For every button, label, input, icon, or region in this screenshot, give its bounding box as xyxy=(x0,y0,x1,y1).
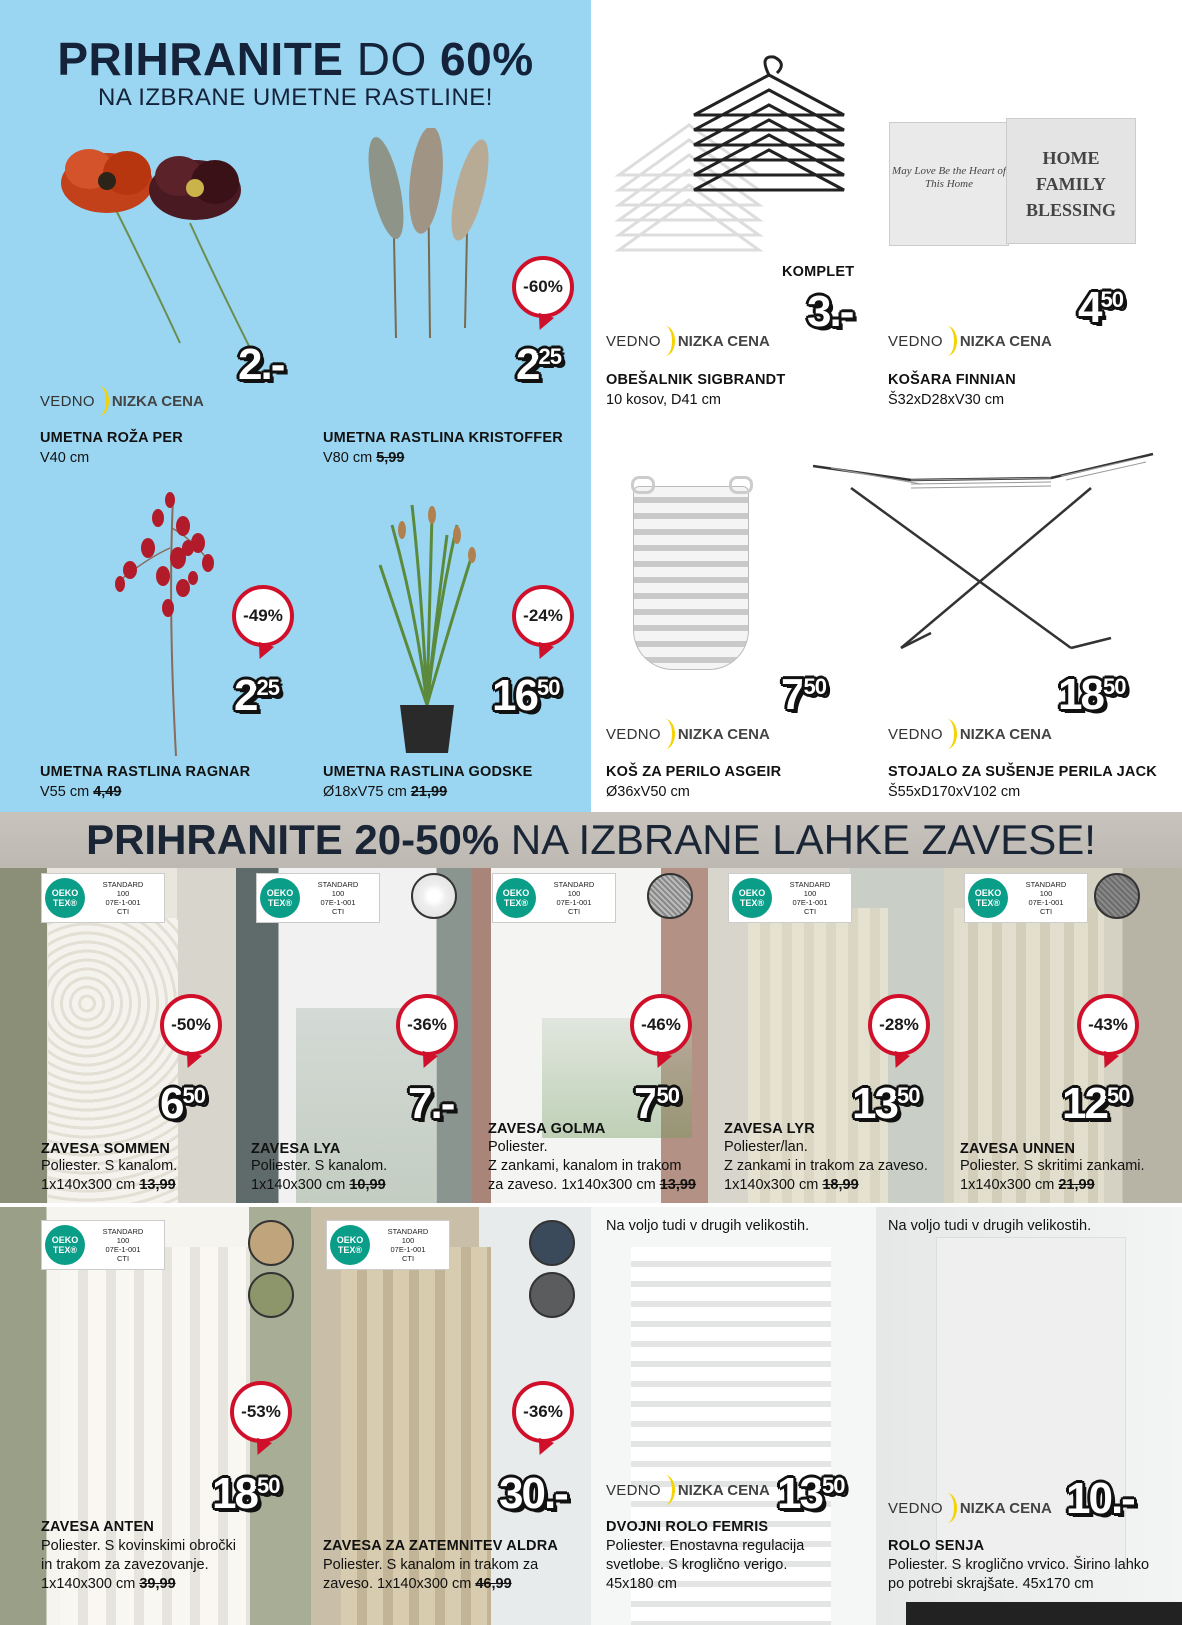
product-name: UMETNA RASTLINA GODSKE xyxy=(323,764,533,780)
product-desc: Poliester. S skritimi zankami. 1x140x300 cm 21,99 xyxy=(960,1158,1145,1193)
product-name: UMETNA RASTLINA KRISTOFFER xyxy=(323,430,563,446)
hangers-image xyxy=(609,55,849,285)
laundry-handle-icon xyxy=(631,476,655,494)
product-desc: V55 cm 4,49 xyxy=(40,784,122,800)
product-name: ZAVESA LYR xyxy=(724,1121,815,1137)
price-lya: 7.- xyxy=(408,1079,454,1128)
product-name: ZAVESA GOLMA xyxy=(488,1121,606,1137)
price-godske: 1650 xyxy=(492,671,560,720)
product-desc: Poliester/lan. Z zankami in trakom za zaveso. 1x140x300 cm 18,99 xyxy=(724,1139,928,1193)
product-desc: Poliester. S kanalom in trakom za zaveso. 1x140x300 cm 46,99 xyxy=(323,1557,539,1592)
plants-subtitle: NA IZBRANE UMETNE RASTLINE! xyxy=(98,84,493,111)
product-desc: V40 cm xyxy=(40,450,90,466)
price-drying-rack: 1850 xyxy=(1058,670,1126,719)
discount-badge: -46% xyxy=(630,994,692,1056)
curtain-tile-aldra xyxy=(311,1207,591,1625)
discount-badge: -28% xyxy=(868,994,930,1056)
oeko-tex-label: OEKO TEX® STANDARD 100 07E-1-001 CTI xyxy=(728,873,852,923)
product-name: OBEŠALNIK SIGBRANDT xyxy=(606,372,786,388)
discount-badge: -36% xyxy=(512,1381,574,1443)
fabric-swatch xyxy=(1094,873,1140,919)
discount-badge: -49% xyxy=(232,585,294,647)
discount-badge: -43% xyxy=(1077,994,1139,1056)
plants-title-bold: PRIHRANITE xyxy=(57,33,344,85)
vedno-nizka-cena-logo: VEDNO NIZKA CENA xyxy=(606,1475,770,1505)
price-sommen: 650 xyxy=(160,1079,205,1128)
vedno-nizka-cena-logo: VEDNO NIZKA CENA xyxy=(606,326,770,356)
curtain-tile-sommen xyxy=(0,868,236,1203)
laundry-basket-image xyxy=(633,486,749,670)
roller-blind-tile-femris xyxy=(591,1207,876,1625)
oeko-tex-label: OEKO TEX® STANDARD 100 07E-1-001 CTI xyxy=(492,873,616,923)
product-name: DVOJNI ROLO FEMRIS xyxy=(606,1519,769,1535)
product-name: KOŠ ZA PERILO ASGEIR xyxy=(606,764,782,780)
oeko-tex-label: OEKO TEX® STANDARD 100 07E-1-001 CTI xyxy=(41,1220,165,1270)
product-desc: Š55xD170xV102 cm xyxy=(888,784,1021,800)
vedno-nizka-cena-logo: VEDNO NIZKA CENA xyxy=(888,1493,1052,1523)
plants-title-light: DO xyxy=(356,33,427,85)
discount-badge: -53% xyxy=(230,1381,292,1443)
price-ragnar: 225 xyxy=(234,671,279,720)
fabric-swatch xyxy=(248,1272,294,1318)
fabric-swatch xyxy=(248,1220,294,1266)
curtain-tile-lyr xyxy=(708,868,944,1203)
price-kristoffer: 225 xyxy=(516,340,561,389)
laundry-handle-icon xyxy=(729,476,753,494)
product-desc: 10 kosov, D41 cm xyxy=(606,392,721,408)
vedno-nizka-cena-logo: VEDNO NIZKA CENA xyxy=(888,326,1052,356)
product-name: STOJALO ZA SUŠENJE PERILA JACK xyxy=(888,764,1157,780)
product-name: UMETNA ROŽA PER xyxy=(40,430,183,446)
product-desc: Š32xD28xV30 cm xyxy=(888,392,1005,408)
fabric-swatch xyxy=(529,1220,575,1266)
basket-right-image: HOME FAMILY BLESSING xyxy=(1006,118,1136,244)
oeko-tex-label: OEKO TEX® STANDARD 100 07E-1-001 CTI xyxy=(256,873,380,923)
product-name: ZAVESA ZA ZATEMNITEV ALDRA xyxy=(323,1538,559,1554)
drying-rack-image xyxy=(811,448,1156,658)
fabric-swatch xyxy=(529,1272,575,1318)
discount-badge: -50% xyxy=(160,994,222,1056)
product-desc: Poliester. S kanalom. 1x140x300 cm 10,99 xyxy=(251,1158,388,1193)
availability-note: Na voljo tudi v drugih velikostih. xyxy=(888,1218,1092,1234)
product-desc: Poliester. S kanalom. 1x140x300 cm 13,99 xyxy=(41,1158,178,1193)
product-name: UMETNA RASTLINA RAGNAR xyxy=(40,764,251,780)
product-desc: Ø18xV75 cm 21,99 xyxy=(323,784,448,800)
basket-left-image: May Love Be the Heart of This Home xyxy=(889,122,1009,246)
oeko-tex-label: OEKO TEX® STANDARD 100 07E-1-001 CTI xyxy=(41,873,165,923)
product-desc: Poliester. Enostavna regulacija svetlobe. S kroglično verigo. 45x180 cm xyxy=(606,1538,805,1592)
price-lyr: 1350 xyxy=(852,1079,920,1128)
price-unnen: 1250 xyxy=(1062,1079,1130,1128)
product-desc: Poliester. S kovinskimi obročki in trakom za zavezovanje. 1x140x300 cm 39,99 xyxy=(41,1538,237,1592)
vedno-nizka-cena-logo: VEDNO NIZKA CENA xyxy=(606,719,770,749)
komplet-label: KOMPLET xyxy=(782,264,855,280)
product-name: ROLO SENJA xyxy=(888,1538,985,1554)
price-rose: 2.- xyxy=(238,340,284,389)
curtain-tile-unnen xyxy=(944,868,1182,1203)
vedno-nizka-cena-logo: VEDNO NIZKA CENA xyxy=(40,386,204,416)
product-name: ZAVESA LYA xyxy=(251,1141,341,1157)
oeko-tex-label: OEKO TEX® STANDARD 100 07E-1-001 CTI xyxy=(326,1220,450,1270)
household-panel xyxy=(591,0,1182,812)
product-desc: Poliester. S kroglično vrvico. Širino lahko po potrebi skrajšate. 45x170 cm xyxy=(888,1557,1150,1592)
curtain-tile-golma xyxy=(472,868,708,1203)
product-name: ZAVESA UNNEN xyxy=(960,1141,1076,1157)
vedno-nizka-cena-logo: VEDNO NIZKA CENA xyxy=(888,719,1052,749)
availability-note: Na voljo tudi v drugih velikostih. xyxy=(606,1218,810,1234)
oeko-tex-label: OEKO TEX® STANDARD 100 07E-1-001 CTI xyxy=(964,873,1088,923)
product-name: KOŠARA FINNIAN xyxy=(888,372,1016,388)
curtains-heading: PRIHRANITE 20-50% NA IZBRANE LAHKE ZAVESE! xyxy=(0,812,1182,868)
curtain-tile-anten xyxy=(0,1207,311,1625)
price-senja: 10.- xyxy=(1066,1474,1134,1523)
price-anten: 1850 xyxy=(212,1469,280,1518)
price-aldra: 30.- xyxy=(499,1469,567,1518)
product-name: ZAVESA SOMMEN xyxy=(41,1141,171,1157)
discount-badge: -24% xyxy=(512,585,574,647)
product-desc: Ø36xV50 cm xyxy=(606,784,690,800)
poppy-flowers-image xyxy=(55,128,275,358)
pampas-grass-image xyxy=(358,128,508,338)
plants-title-pct: 60% xyxy=(440,33,534,85)
price-laundry-basket: 750 xyxy=(781,670,826,719)
product-desc: Poliester. Z zankami, kanalom in trakom za zaveso. 1x140x300 cm 13,99 xyxy=(488,1139,696,1193)
fabric-swatch xyxy=(411,873,457,919)
price-basket: 450 xyxy=(1078,283,1123,332)
price-hangers: 3.- xyxy=(807,287,853,336)
plants-panel xyxy=(0,0,591,812)
roller-blind-tile-senja xyxy=(876,1207,1182,1625)
fabric-swatch xyxy=(647,873,693,919)
product-name: ZAVESA ANTEN xyxy=(41,1519,155,1535)
curtain-tile-lya xyxy=(236,868,472,1203)
price-golma: 750 xyxy=(634,1079,679,1128)
discount-badge: -60% xyxy=(512,256,574,318)
potted-grass-image xyxy=(372,495,482,755)
red-branch-image xyxy=(108,488,228,756)
plants-heading xyxy=(0,33,591,112)
price-femris: 1350 xyxy=(777,1469,845,1518)
discount-badge: -36% xyxy=(396,994,458,1056)
product-desc: V80 cm 5,99 xyxy=(323,450,405,466)
